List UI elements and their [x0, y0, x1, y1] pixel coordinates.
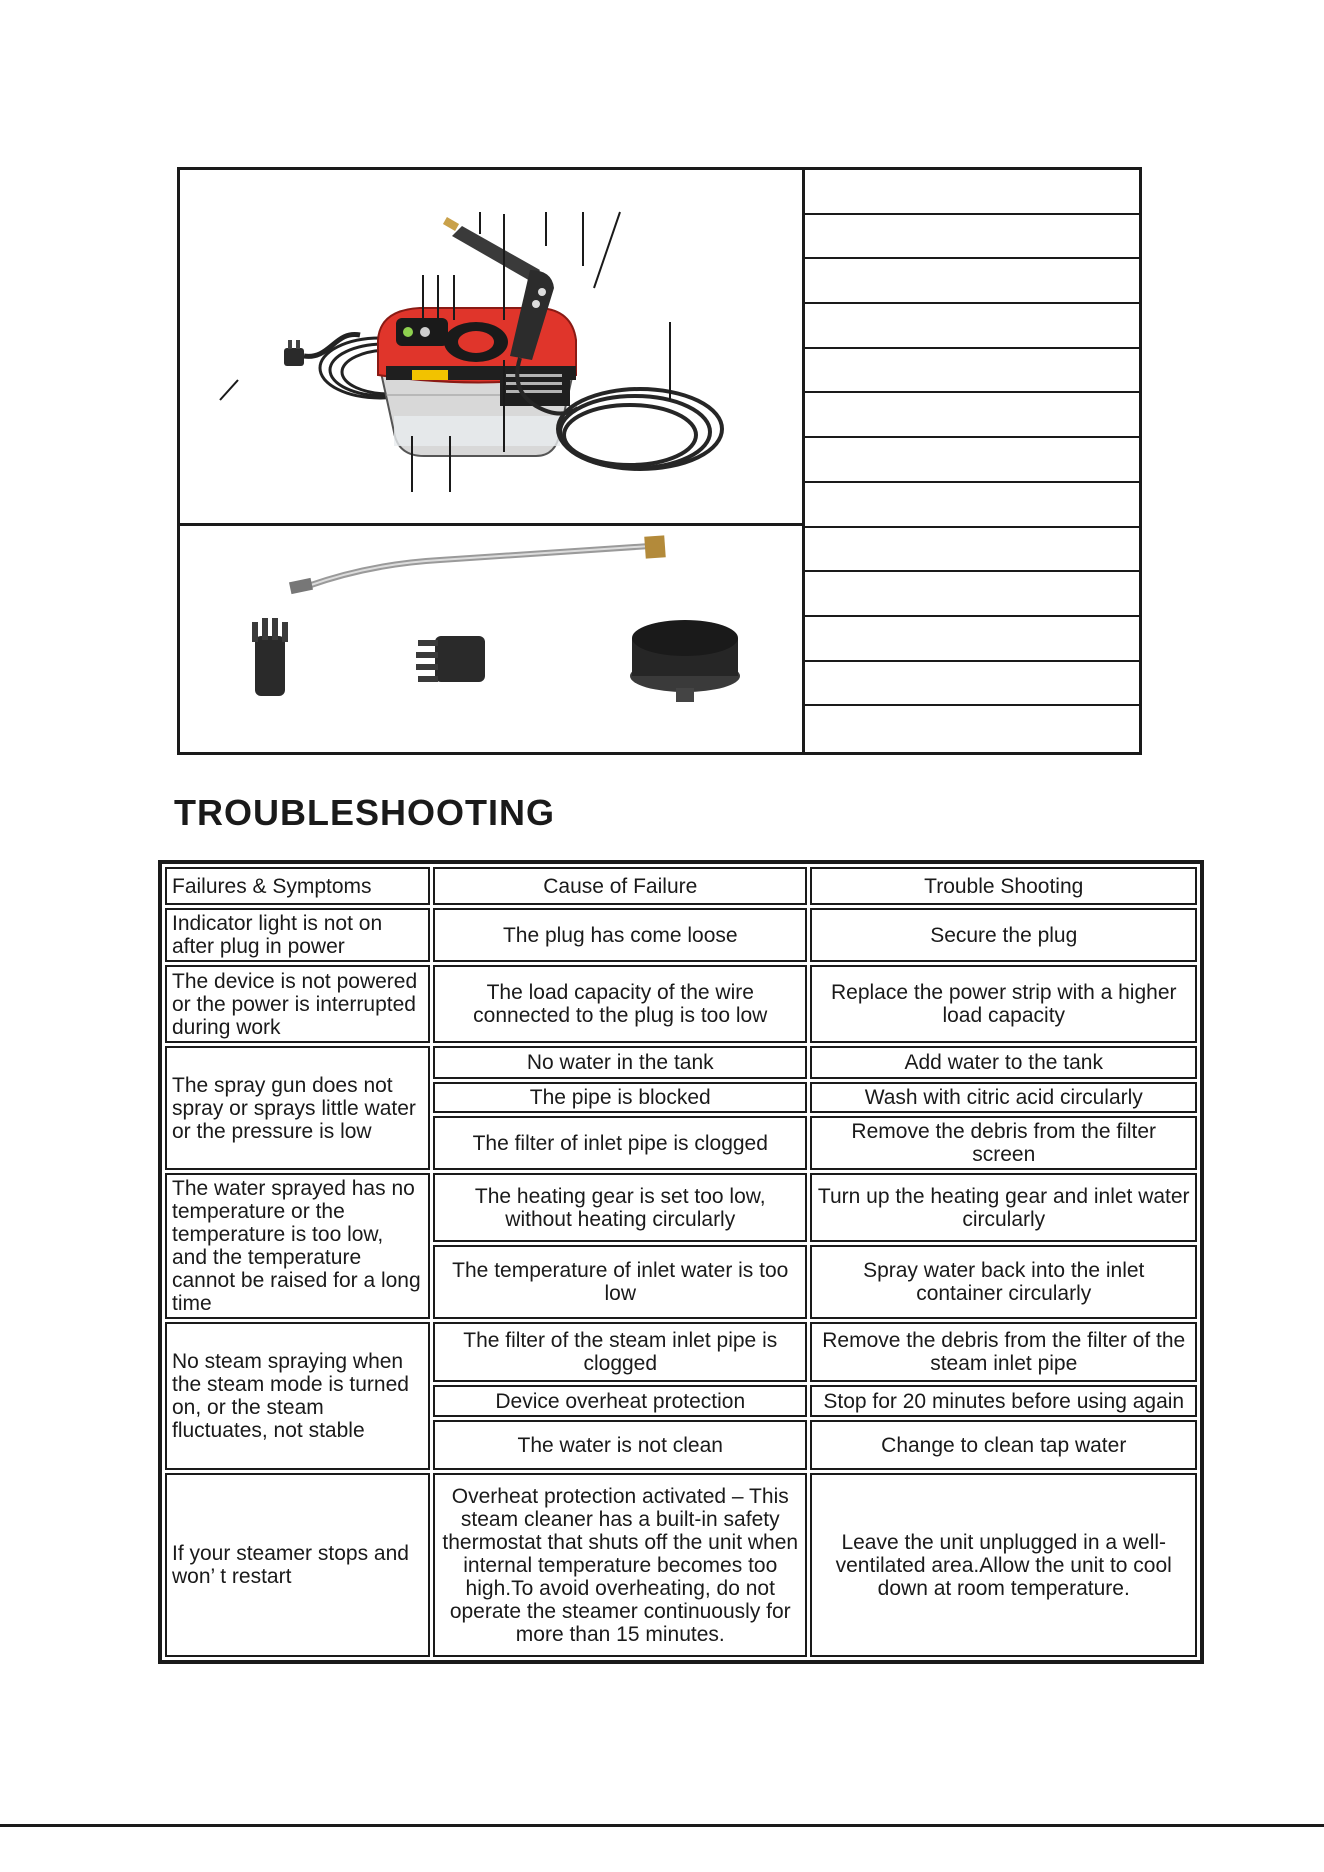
fix-cell: Stop for 20 minutes before using again [810, 1385, 1197, 1417]
accessories-illustration [180, 526, 805, 752]
extension-nozzle-icon [289, 535, 666, 594]
fix-cell: Leave the unit unplugged in a well-ventilated area.Allow the unit to cool down at room temperature. [810, 1473, 1197, 1657]
table-row [165, 1046, 1197, 1079]
troubleshooting-table [158, 860, 1204, 1664]
fix-cell: Add water to the tank [810, 1046, 1197, 1079]
symptom-cell: Indicator light is not on after plug in power [165, 908, 430, 962]
small-brush-icon [252, 618, 288, 696]
legend-row [805, 393, 1139, 438]
table-row [165, 1473, 1197, 1657]
legend-row [805, 438, 1139, 483]
header-cause: Cause of Failure [433, 867, 807, 905]
fix-cell: Replace the power strip with a higher load capacity [810, 965, 1197, 1043]
fix-cell: Remove the debris from the filter screen [810, 1116, 1197, 1170]
table-row [165, 908, 1197, 962]
legend-row [805, 572, 1139, 617]
legend-row [805, 215, 1139, 260]
header-failures: Failures & Symptoms [165, 867, 430, 905]
symptom-cell: The device is not powered or the power is interrupted during work [165, 965, 430, 1043]
parts-diagram [177, 167, 1142, 755]
legend-row [805, 304, 1139, 349]
legend-row [805, 528, 1139, 573]
cause-cell: The pipe is blocked [433, 1082, 807, 1113]
table-row [165, 965, 1197, 1043]
legend-row [805, 617, 1139, 662]
symptom-cell: If your steamer stops and won’ t restart [165, 1473, 430, 1657]
cause-cell: No water in the tank [433, 1046, 807, 1079]
section-title: TROUBLESHOOTING [174, 792, 555, 833]
symptom-cell: The water sprayed has no temperature or the temperature is too low, and the temperature cannot be raised for a long time [165, 1173, 430, 1319]
cause-cell: Device overheat protection [433, 1385, 807, 1417]
table-row [165, 1322, 1197, 1382]
legend-row [805, 349, 1139, 394]
fix-cell: Wash with citric acid circularly [810, 1082, 1197, 1113]
cause-cell: The filter of the steam inlet pipe is clogged [433, 1322, 807, 1382]
main-unit [378, 308, 576, 456]
fix-cell: Secure the plug [810, 908, 1197, 962]
round-brush-icon [630, 620, 740, 702]
cause-cell: The plug has come loose [433, 908, 807, 962]
table-row [165, 1173, 1197, 1242]
header-fix: Trouble Shooting [810, 867, 1197, 905]
page-bottom-rule [0, 1824, 1324, 1827]
fix-cell: Spray water back into the inlet container circularly [810, 1245, 1197, 1319]
symptom-cell: The spray gun does not spray or sprays little water or the pressure is low [165, 1046, 430, 1170]
legend-row [805, 662, 1139, 707]
legend-row [805, 259, 1139, 304]
cause-cell: The filter of inlet pipe is clogged [433, 1116, 807, 1170]
cause-cell: The temperature of inlet water is too low [433, 1245, 807, 1319]
cause-cell: Overheat protection activated – This steam cleaner has a built-in safety thermostat that shuts off the unit when internal temperature becomes too high.To avoid overheating, do not operate the steamer continuously for more than 15 minutes. [433, 1473, 807, 1657]
steam-cleaner-illustration [180, 170, 805, 526]
legend-row [805, 170, 1139, 215]
legend-row [805, 706, 1139, 751]
cause-cell: The heating gear is set too low, without heating circularly [433, 1173, 807, 1242]
fix-cell: Remove the debris from the filter of the steam inlet pipe [810, 1322, 1197, 1382]
parts-legend [805, 170, 1139, 752]
cause-cell: The water is not clean [433, 1420, 807, 1470]
fix-cell: Turn up the heating gear and inlet water circularly [810, 1173, 1197, 1242]
legend-row [805, 483, 1139, 528]
cause-cell: The load capacity of the wire connected to the plug is too low [433, 965, 807, 1043]
fix-cell: Change to clean tap water [810, 1420, 1197, 1470]
side-brush-icon [416, 636, 485, 682]
table-header-row [165, 867, 1197, 905]
symptom-cell: No steam spraying when the steam mode is turned on, or the steam fluctuates, not stable [165, 1322, 430, 1470]
